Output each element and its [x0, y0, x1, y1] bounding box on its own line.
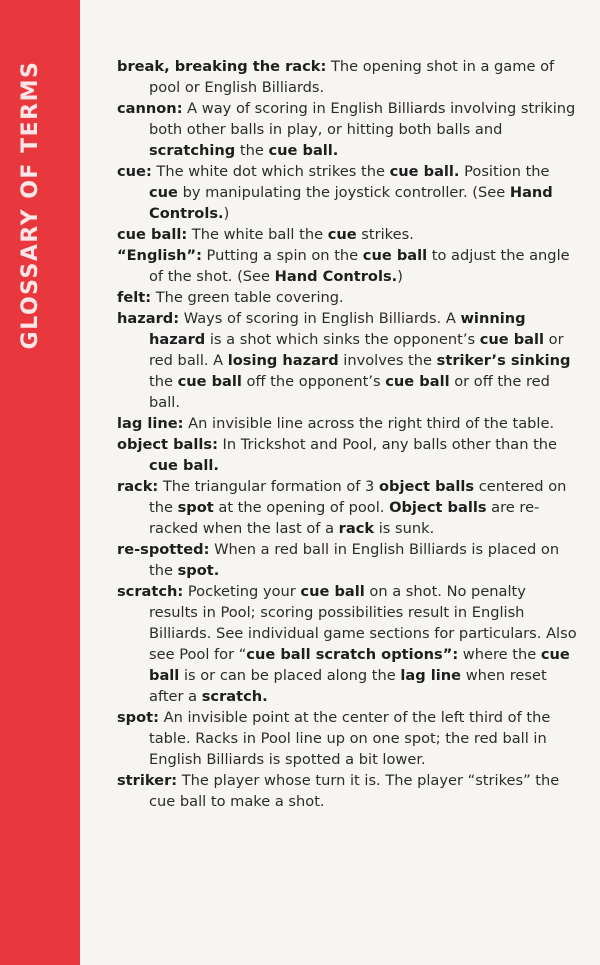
sidebar-band [0, 0, 80, 965]
term: cue: [117, 163, 152, 180]
term: rack: [117, 478, 159, 495]
term: striker: [117, 772, 178, 789]
glossary-title: GLOSSARY OF TERMS [18, 60, 43, 350]
entry-english: “English”: Putting a spin on the cue ball to adjust the angle of the shot. (See Hand Controls.) [117, 247, 570, 285]
term: scratch: [117, 583, 184, 600]
entry-cannon: cannon: A way of scoring in English Billiards involving striking both other balls in play, or hitting both balls and scratching the cue ball. [117, 100, 576, 159]
term: spot: [117, 709, 159, 726]
term: break, breaking the rack: [117, 58, 327, 75]
entry-object-balls: object balls: In Trickshot and Pool, any balls other than the cue ball. [117, 436, 558, 474]
entry-lag-line: lag line: An invisible line across the right third of the table. [117, 415, 555, 432]
entry-felt: felt: The green table covering. [117, 289, 344, 306]
term: hazard: [117, 310, 180, 327]
term: cannon: [117, 100, 183, 117]
entry-spot: spot: An invisible point at the center of the left third of the table. Racks in Pool line up on one spot; the red ball in English Billiards is spotted a bit lower. [117, 709, 551, 768]
term: felt: [117, 289, 152, 306]
entry-re-spotted: re-spotted: When a red ball in English Billiards is placed on the spot. [117, 541, 560, 579]
glossary-list [117, 56, 577, 812]
term: re-spotted: [117, 541, 210, 558]
entry-break: break, breaking the rack: The opening shot in a game of pool or English Billiards. [117, 58, 555, 96]
entry-cue-ball: cue ball: The white ball the cue strikes. [117, 226, 414, 243]
entry-scratch: scratch: Pocketing your cue ball on a shot. No penalty results in Pool; scoring possibilities result in English Billiards. See individual game sections for particulars. Also see Pool for “cue ball scratch options”: where the cue ball is or can be placed along the lag line when reset after a scratch. [117, 583, 577, 705]
entry-rack: rack: The triangular formation of 3 object balls centered on the spot at the opening of pool. Object balls are re-racked when the last of a rack is sunk. [117, 478, 567, 537]
entry-striker: striker: The player whose turn it is. The player “strikes” the cue ball to make a shot. [117, 772, 560, 810]
term: “English”: [117, 247, 202, 264]
term: cue ball: [117, 226, 188, 243]
entry-cue: cue: The white dot which strikes the cue ball. Position the cue by manipulating the joystick controller. (See Hand Controls.) [117, 163, 553, 222]
term: object balls: [117, 436, 218, 453]
entry-hazard: hazard: Ways of scoring in English Billiards. A winning hazard is a shot which sinks the opponent’s cue ball or red ball. A losing hazard involves the striker’s sinking the cue ball off the opponent’s cue ball or off the red ball. [117, 310, 571, 411]
term: lag line: [117, 415, 184, 432]
